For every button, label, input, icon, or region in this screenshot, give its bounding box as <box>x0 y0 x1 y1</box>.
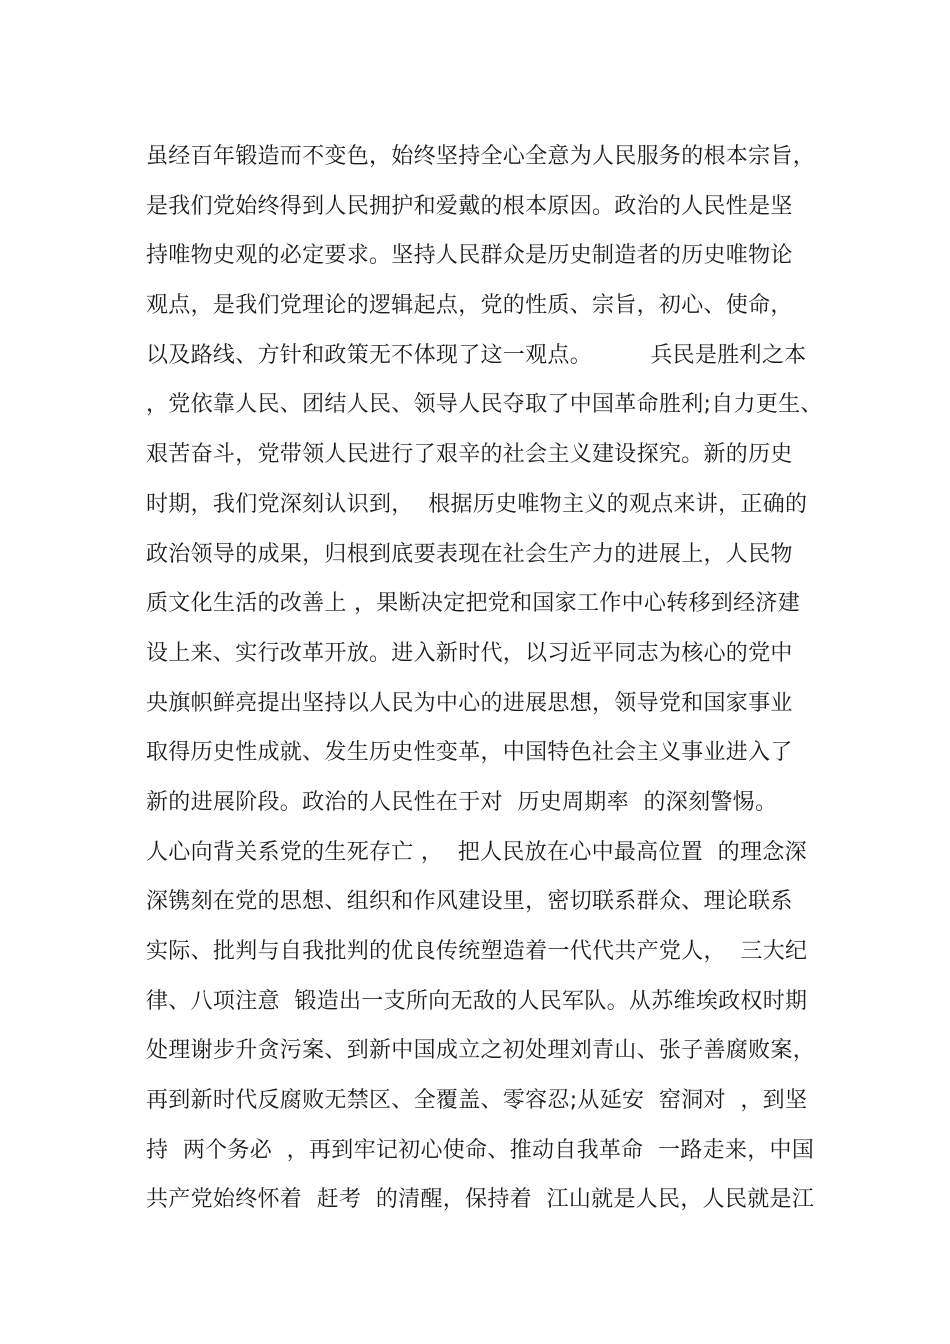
text-line: 艰苦奋斗，党带领人民进行了艰辛的社会主义建设探究。新的历史 <box>146 442 793 468</box>
text-line: 政治领导的成果，归根到底要表现在社会生产力的进展上，人民物 <box>146 541 793 567</box>
text-line: 取得历史性成就、发生历史性变革，中国特色社会主义事业进入了 <box>146 740 793 766</box>
text-line: ，党依靠人民、团结人民、领导人民夺取了中国革命胜利;自力更生、 <box>146 392 823 418</box>
text-line: 再到新时代反腐败无禁区、全覆盖、零容忍;从延安 窑洞对 ，到坚 <box>146 1088 808 1114</box>
text-line: 实际、批判与自我批判的优良传统塑造着一代代共产党人， 三大纪 <box>146 939 808 964</box>
text-line: 观点，是我们党理论的逻辑起点，党的性质、宗旨，初心、使命， <box>146 293 793 319</box>
text-line: 共产党始终怀着 赶考 的清醒，保持着 江山就是人民，人民就是江 <box>146 1187 815 1213</box>
text-line: 以及路线、方针和政策无不体现了这一观点。 兵民是胜利之本 <box>146 342 807 368</box>
text-line: 人心向背关系党的生死存亡 ， 把人民放在心中最高位置 的理念深 <box>146 839 807 865</box>
text-line: 央旗帜鲜亮提出坚持以人民为中心的进展思想，领导党和国家事业 <box>146 690 793 716</box>
text-line: 律、八项注意 锻造出一支所向无敌的人民军队。从苏维埃政权时期 <box>146 988 808 1014</box>
body-text <box>146 132 823 1225</box>
text-line: 虽经百年锻造而不变色，始终坚持全心全意为人民服务的根本宗旨， <box>146 144 816 169</box>
text-line: 持唯物史观的必定要求。坚持人民群众是历史制造者的历史唯物论 <box>146 243 793 269</box>
text-line: 深镌刻在党的思想、组织和作风建设里，密切联系群众、理论联系 <box>146 889 793 915</box>
text-line: 时期，我们党深刻认识到， 根据历史唯物主义的观点来讲，正确的 <box>146 491 808 517</box>
text-line: 质文化生活的改善上 ，果断决定把党和国家工作中心转移到经济建 <box>146 591 800 617</box>
text-line: 持 两个务必 ，再到牢记初心使命、推动自我革命 一路走来，中国 <box>146 1137 815 1163</box>
text-line: 处理谢步升贪污案、到新中国成立之初处理刘青山、张子善腐败案， <box>146 1038 816 1064</box>
text-line: 是我们党始终得到人民拥护和爱戴的根本原因。政治的人民性是坚 <box>146 193 793 219</box>
text-line: 设上来、实行改革开放。进入新时代，以习近平同志为核心的党中 <box>146 640 793 666</box>
text-line: 新的进展阶段。政治的人民性在于对 历史周期率 的深刻警惕。 <box>146 789 778 815</box>
